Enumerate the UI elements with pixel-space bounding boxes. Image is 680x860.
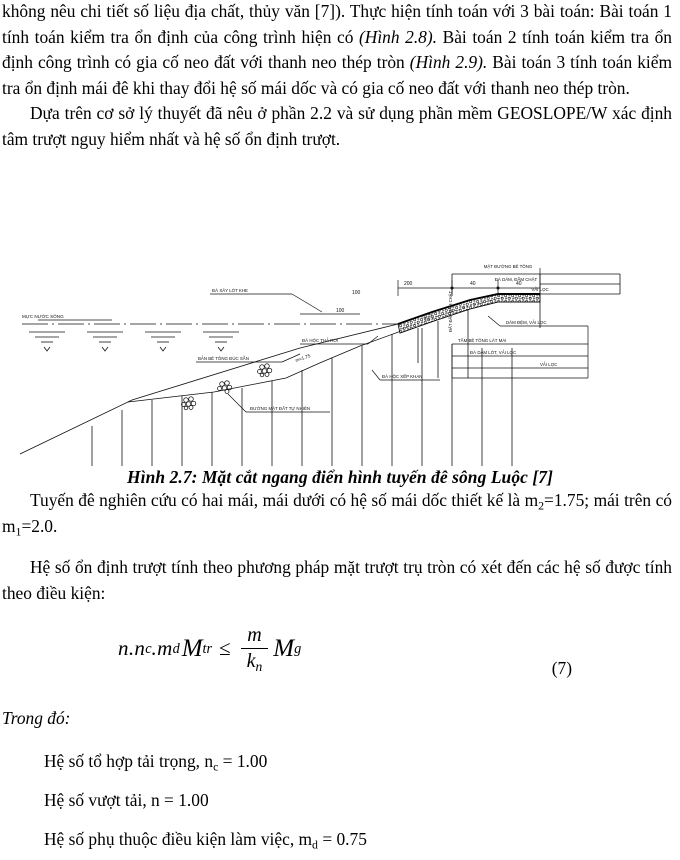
label-ban-be-tong: BẢN BÊ TÔNG ĐÚC SẴN <box>198 356 249 361</box>
slope-sub-2: 2 <box>538 498 545 513</box>
label-vai-loc-top: VẢI LỌC <box>531 287 549 292</box>
definition-item-1 <box>0 788 676 813</box>
paragraph-1-text-b: Bài toán 2 tính toán kiểm tra ổn định công trình có gia cố neo đất với thanh neo thép tròn <box>2 26 672 73</box>
dimension-berm-c: 40 <box>516 281 522 287</box>
label-water-level: MỰC NƯỚC SÔNG <box>22 314 64 319</box>
slope-sub-1: 1 <box>15 523 22 538</box>
definition-item-2 <box>0 827 676 852</box>
equation-number: (7) <box>551 658 572 678</box>
eq-dot-1: . <box>128 636 135 660</box>
label-slope-upper: m=2 <box>423 314 434 322</box>
definition-0-sub: c <box>213 759 219 774</box>
figure-2-7-drawing <box>0 228 680 466</box>
eq-M-tr: M <box>181 634 203 662</box>
mid-text-block <box>0 488 676 606</box>
label-dat-dap-dam-chat: ĐẤT ĐẮP ĐẦM CHẶT <box>448 290 453 332</box>
eq-n: n <box>118 636 129 660</box>
definition-2-text-a: Hệ số phụ thuộc điều kiện làm việc, m <box>44 829 313 849</box>
paragraph-4: Hệ số ổn định trượt tính theo phương pháp mặt trượt trụ tròn có xét đến các hệ số được tính theo điều kiện: <box>2 557 672 603</box>
figure-ref-2-9: (Hình 2.9). <box>409 52 488 73</box>
paragraph-3-text-c: =2.0. <box>21 515 58 536</box>
dimension-crest-width: 200 <box>404 281 413 287</box>
figure-ref-2-8: (Hình 2.8). <box>358 26 438 47</box>
paragraph-1-text-a: không nêu chi tiết số liệu địa chất, thủy văn [7]). Thực hiện tính toán với 3 bài toán: Bài toán 1 tính toán kiểm tra ổn định của công trình hiện có <box>2 1 672 47</box>
label-dam-dem-vai-loc: DĂM ĐỆM, VẢI LỌC <box>506 320 547 325</box>
eq-relation: ≤ <box>219 636 231 660</box>
eq-nc: n <box>134 636 146 660</box>
eq-dot-2: . <box>151 636 158 660</box>
label-da-hoc-xep-khan: ĐÁ HỘC XẾP KHAN <box>382 374 423 379</box>
eq-fraction <box>241 624 269 673</box>
dimension-berm-b: 40 <box>470 281 476 287</box>
figure-caption: Hình 2.7: Mặt cắt ngang điển hình tuyến đê sông Luộc [7] <box>127 467 553 487</box>
label-tam-be-tong-lat-mai: TẤM BÊ TÔNG LÁT MÁI <box>458 338 507 343</box>
label-duong-mat-dat: ĐƯỜNG MẶT ĐẤT TỰ NHIÊN <box>250 406 311 411</box>
definitions-block <box>0 706 676 852</box>
eq-frac-den-sub: n <box>255 658 263 674</box>
eq-M-g: M <box>273 634 295 662</box>
paragraph-3-text-b: =1.75; mái trên có m <box>2 490 672 536</box>
eq-frac-den-k: k <box>246 650 256 672</box>
eq-frac-numerator: m <box>247 624 262 646</box>
definition-2-sub: d <box>312 837 318 852</box>
label-slope-lower: m=1.75 <box>294 353 311 363</box>
label-vai-loc-right: VẢI LỌC <box>540 362 558 367</box>
definition-2-text-b: = 0.75 <box>317 829 367 849</box>
eq-md: m <box>157 636 173 660</box>
eq-frac-denominator <box>241 648 269 673</box>
definition-0-text-a: Hệ số tổ hợp tải trọng, n <box>44 751 214 771</box>
paragraph-3-text-a: Tuyến đê nghiên cứu có hai mái, mái dưới có hệ số mái dốc thiết kế là m <box>30 490 539 510</box>
label-da-dam-dam-chat: ĐÁ DĂM, ĐẦM CHẶT <box>494 277 538 282</box>
dimension-thickness: 100 <box>352 290 361 296</box>
label-da-xay-lot-khe: ĐÁ XÂY LÓT KHE <box>212 288 248 293</box>
top-text-block <box>0 0 676 153</box>
definition-1-text-a: Hệ số vượt tải, n = 1.00 <box>44 790 209 810</box>
equation-7-block <box>0 612 680 698</box>
label-mat-duong-be-tong: MẶT ĐƯỜNG BÊ TÔNG <box>483 264 533 269</box>
paragraph-1 <box>0 0 676 101</box>
paragraph-2: Dựa trên cơ sở lý thuyết đã nêu ở phần 2.2 và sử dụng phần mềm GEOSLOPE/W xác định tâm trượt nguy hiểm nhất và hệ số ổn định trượt. <box>2 103 672 149</box>
label-da-dam-lot-vai-loc: ĐÁ DĂM LÓT, VẢI LỌC <box>470 350 517 355</box>
paragraph-3 <box>0 488 676 539</box>
paragraph-1-text-c: Bài toán 3 tính toán kiểm tra ổn định mái đê khi thay đổi hệ số mái dốc và có gia cố neo đất với thanh neo thép tròn. <box>2 52 672 98</box>
label-da-hoc-tha-roi: ĐÁ HỘC THẢ RỜI <box>302 338 339 343</box>
definition-item-0 <box>0 749 676 774</box>
dike-cross-section-svg <box>0 228 680 466</box>
dimension-berm-a: 100 <box>336 308 345 314</box>
definition-0-text-b: = 1.00 <box>218 751 268 771</box>
definitions-heading: Trong đó: <box>2 708 71 728</box>
equation-7-expression: n . n c . m d M tr ≤ $\frac{m}{k_n}$ M g <box>118 624 302 674</box>
